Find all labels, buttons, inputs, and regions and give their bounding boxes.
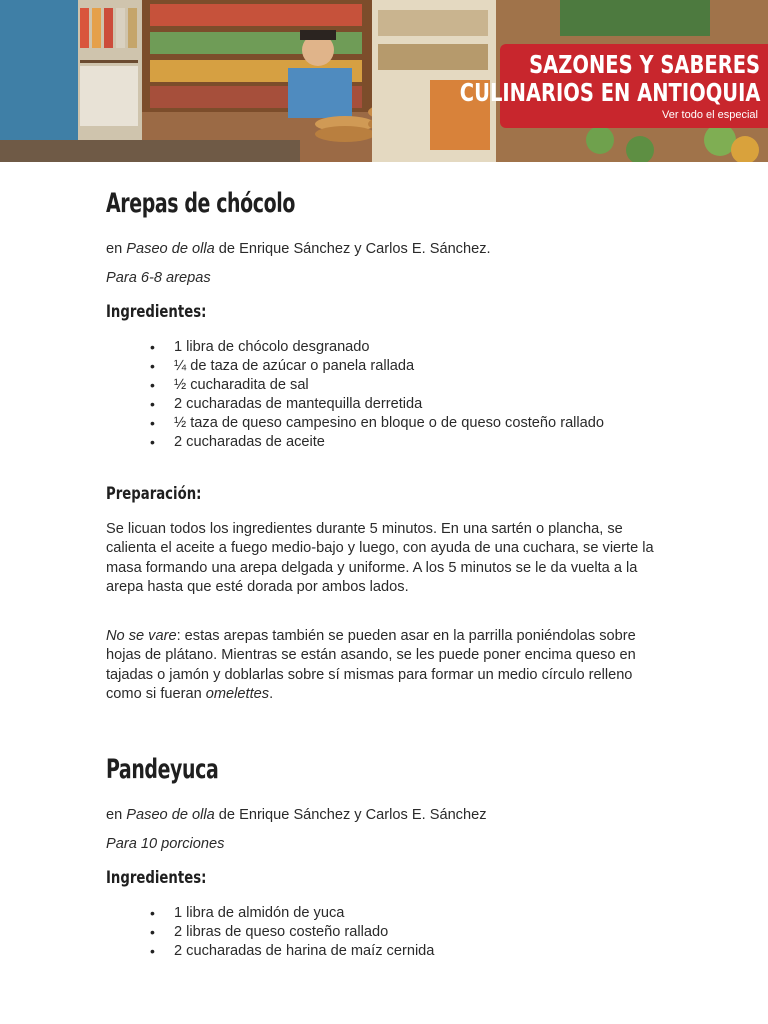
list-item: • 2 cucharadas de mantequilla derretida — [106, 395, 666, 414]
tip-text — [106, 627, 662, 705]
tip-end: . — [269, 686, 274, 703]
recipe-yield — [106, 269, 211, 288]
see-all-link[interactable]: Ver todo el especial — [661, 109, 758, 121]
list-item: • 2 cucharadas de aceite — [106, 433, 666, 452]
preparation-text: Se licuan todos los ingredientes durante 5 minutos. En una sartén o plancha, se calienta el aceite a fuego medio-bajo y luego, con ayuda de una cuchara, se vierte la masa formando una arepa delgada y uniforme. A los 5 minutos se le da vuelta a la arepa hasta que esté dorada por ambos lados. — [106, 521, 654, 596]
source-book: Paseo de olla — [126, 807, 215, 823]
recipe-source — [106, 806, 487, 825]
tip-body: : estas arepas también se pueden asar en la parrilla poniéndolas sobre hojas de plátano. Mientras se están asando, se les puede poner encima queso en tajadas o jamón y doblarlas sobre sí mismas para formar un medio círculo relleno como si fueran — [106, 628, 636, 703]
list-item: • ¼ de taza de azúcar o panela rallada — [106, 357, 666, 376]
banner-title-line2: CULINARIOS EN ANTIOQUIA — [459, 78, 760, 107]
yield-text: Para 6-8 arepas — [106, 270, 211, 286]
recipe-title: Arepas de chócolo — [106, 188, 295, 219]
header-banner — [0, 0, 768, 162]
list-item: • ½ taza de queso campesino en bloque o de queso costeño rallado — [106, 414, 666, 433]
source-book: Paseo de olla — [126, 241, 215, 257]
list-item: • 1 libra de chócolo desgranado — [106, 338, 666, 357]
tip-italic-word: omelettes — [205, 686, 270, 703]
tip-label: No se vare — [106, 628, 177, 644]
banner-title-line1: SAZONES Y SABERES — [529, 50, 760, 79]
list-item: • ½ cucharadita de sal — [106, 376, 666, 395]
preparation-heading: Preparación: — [106, 484, 202, 504]
ingredients-heading: Ingredientes: — [106, 302, 207, 322]
list-item: • 1 libra de almidón de yuca — [106, 904, 666, 923]
ingredients-heading: Ingredientes: — [106, 868, 207, 888]
list-item: • 2 cucharadas de harina de maíz cernida — [106, 942, 666, 961]
list-item: • 2 libras de queso costeño rallado — [106, 923, 666, 942]
source-authors: de Enrique Sánchez y Carlos E. Sánchez. — [214, 241, 491, 257]
recipe-title: Pandeyuca — [106, 754, 219, 785]
ingredients-list — [106, 338, 666, 452]
source-prefix: en — [106, 241, 127, 257]
ingredients-list — [106, 904, 666, 961]
source-prefix: en — [106, 807, 127, 823]
recipe-yield — [106, 835, 224, 854]
yield-text: Para 10 porciones — [106, 836, 225, 852]
source-authors: de Enrique Sánchez y Carlos E. Sánchez — [214, 807, 487, 823]
recipe-source — [106, 240, 491, 259]
